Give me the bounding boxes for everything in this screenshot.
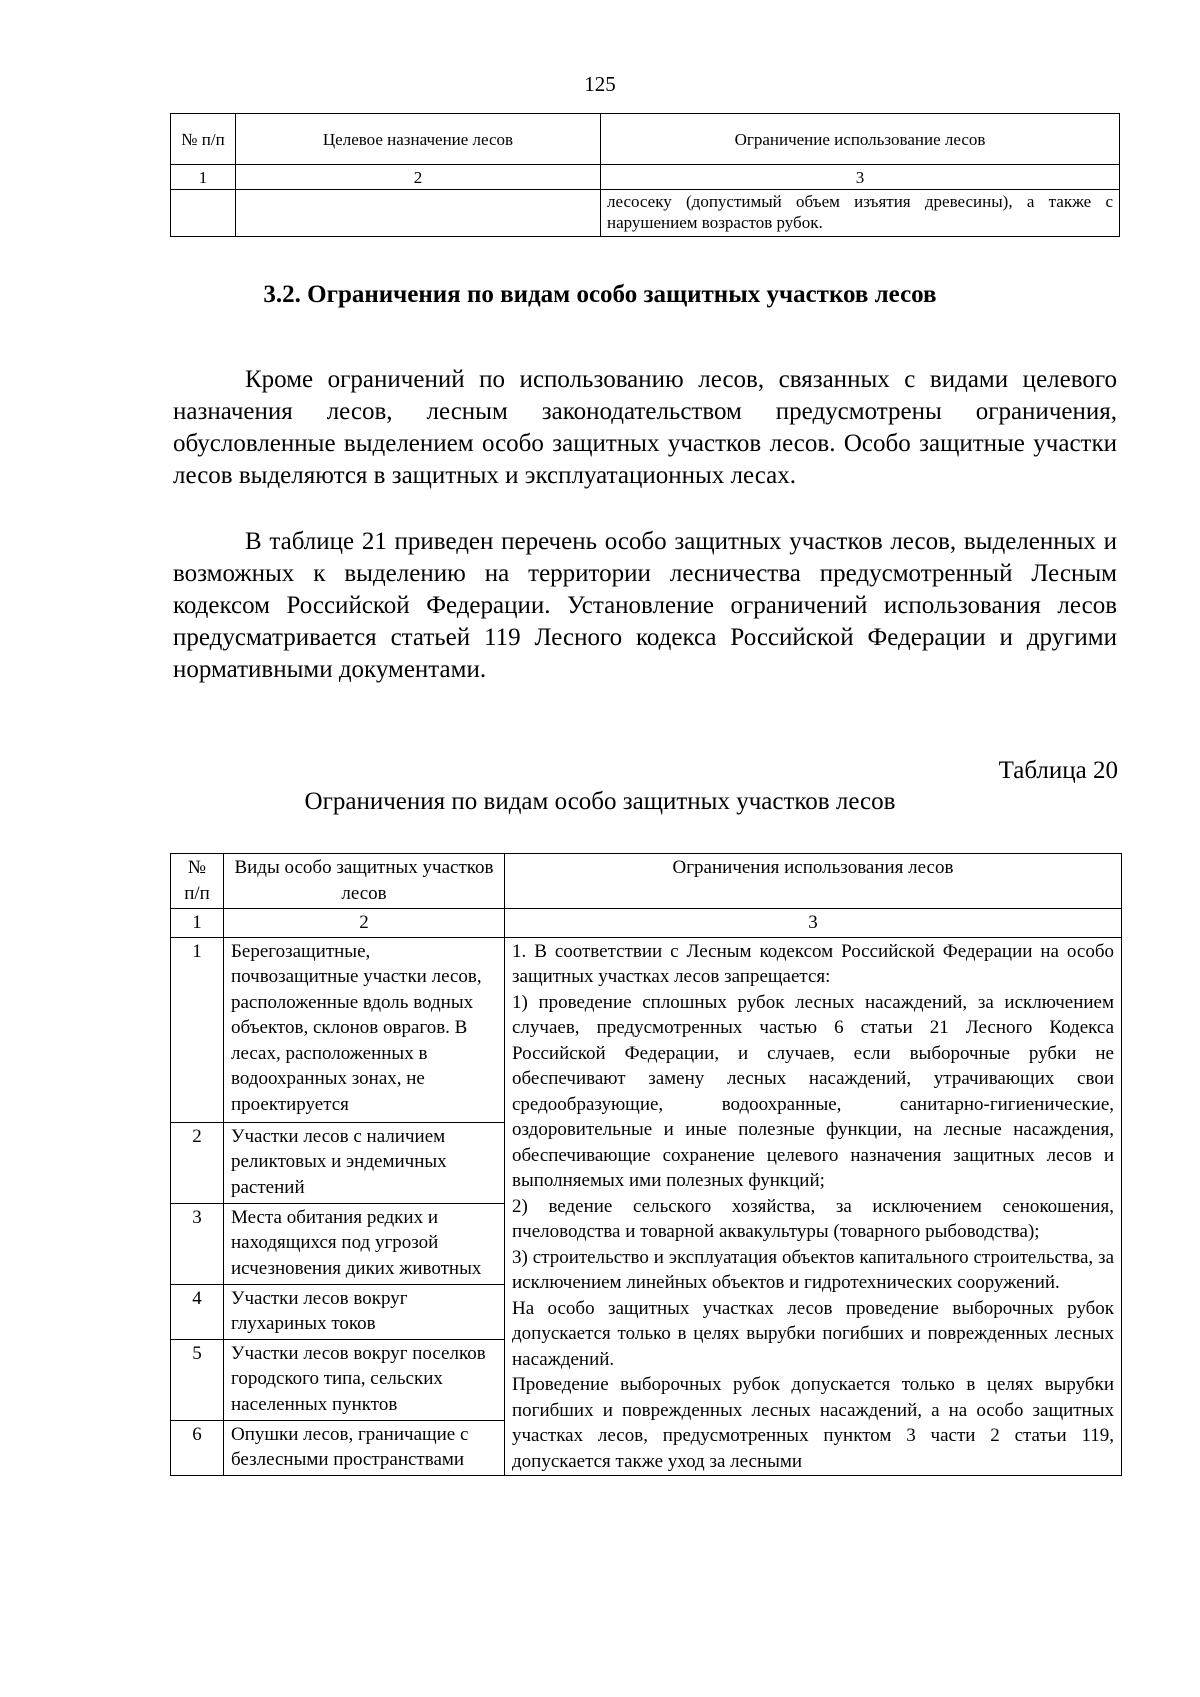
table-label: Таблица 20 — [998, 757, 1118, 784]
header-kind: Виды особо защитных участков лесов — [224, 854, 505, 909]
table-row — [171, 190, 1120, 237]
restrictions-text — [505, 937, 1122, 1476]
paragraph-1: Кроме ограничений по использованию лесов, связанных с видами целевого назначения лесов, лесным законодательством предусмотрены ограничения, обусловленные выделением особо защитных участков лесов. Особо защитные участки лесов выделяются в защитных и эксплуатационных лесах. — [173, 366, 1117, 489]
row-num: 2 — [171, 1122, 224, 1203]
row-num: 4 — [171, 1284, 224, 1339]
column-number-row — [171, 909, 1122, 938]
row-kind: Участки лесов вокруг глухариных токов — [224, 1284, 505, 1339]
row-restriction: лесосеку (допустимый объем изъятия древесины), а также с нарушением возрастов рубок. — [601, 190, 1120, 237]
table-header-row — [171, 854, 1122, 909]
row-num: 1 — [171, 937, 224, 1122]
restrictions-table — [170, 853, 1122, 1476]
restriction-item: 2) ведение сельского хозяйства, за исключением сенокошения, пчеловодства и товарной аквакультуры (товарного рыбоводства); — [512, 1195, 1114, 1242]
row-kind: Участки лесов с наличием реликтовых и эндемичных растений — [224, 1122, 505, 1203]
row-kind: Участки лесов вокруг поселков городского типа, сельских населенных пунктов — [224, 1339, 505, 1420]
row-num — [171, 190, 236, 237]
col-num-2: 2 — [224, 909, 505, 938]
row-kind: Берегозащитные, почвозащитные участки лесов, расположенные вдоль водных объектов, склонов оврагов. В лесах, расположенных в водоохранных зонах, не проектируется — [224, 937, 505, 1122]
restriction-item: 3) строительство и эксплуатация объектов капитального строительства, за исключением линейных объектов и гидротехнических сооружений. — [512, 1246, 1114, 1293]
row-purpose — [236, 190, 601, 237]
restriction-item: Проведение выборочных рубок допускается только в целях вырубки погибших и поврежденных лесных насаждений, а на особо защитных участках лесов, предусмотренных пунктом 3 части 2 статьи 119, допускается также уход за лесными — [512, 1374, 1114, 1472]
table-row — [171, 937, 1122, 1122]
column-number-row — [171, 165, 1120, 190]
table-header-row — [171, 114, 1120, 165]
restriction-item: 1) проведение сплошных рубок лесных насаждений, за исключением случаев, предусмотренных частью 6 статьи 21 Лесного Кодекса Российской Федерации, и случаев, если выборочные рубки не обеспечивают замену лесных насаждений, утрачивающих свои средообразующие, водоохранные, санитарно-гигиенические, оздоровительные и иные полезные функции, на лесные насаждения, обеспечивающие сохранение целевого назначения защитных лесов и выполняемых ими полезных функций; — [512, 991, 1114, 1191]
header-num: № п/п — [171, 854, 224, 909]
restriction-item: 1. В соответствии с Лесным кодексом Российской Федерации на особо защитных участках лесов запрещается: — [512, 940, 1114, 987]
row-num: 5 — [171, 1339, 224, 1420]
row-kind: Места обитания редких и находящихся под угрозой исчезновения диких животных — [224, 1203, 505, 1284]
col-num-1: 1 — [171, 165, 236, 190]
section-heading: 3.2. Ограничения по видам особо защитных участков лесов — [263, 281, 937, 308]
row-num: 6 — [171, 1420, 224, 1475]
restriction-item: На особо защитных участках лесов проведение выборочных рубок допускается только в целях вырубки погибших и поврежденных лесных насаждений. — [512, 1297, 1114, 1370]
row-kind: Опушки лесов, граничащие с безлесными пространствами — [224, 1420, 505, 1475]
col-num-1: 1 — [171, 909, 224, 938]
header-restriction: Ограничение использование лесов — [601, 114, 1120, 165]
col-num-3: 3 — [505, 909, 1122, 938]
page-number: 125 — [584, 72, 616, 96]
col-num-2: 2 — [236, 165, 601, 190]
col-num-3: 3 — [601, 165, 1120, 190]
header-num: № п/п — [171, 114, 236, 165]
header-purpose: Целевое назначение лесов — [236, 114, 601, 165]
paragraph-2: В таблице 21 приведен перечень особо защитных участков лесов, выделенных и возможных к выделению на территории лесничества предусмотренный Лесным кодексом Российской Федерации. Установление ограничений использования лесов предусматривается статьей 119 Лесного кодекса Российской Федерации и другими нормативными документами. — [173, 528, 1117, 683]
header-restrictions: Ограничения использования лесов — [505, 854, 1122, 909]
table-title: Ограничения по видам особо защитных участков лесов — [304, 788, 896, 815]
continued-table — [170, 113, 1120, 237]
row-num: 3 — [171, 1203, 224, 1284]
